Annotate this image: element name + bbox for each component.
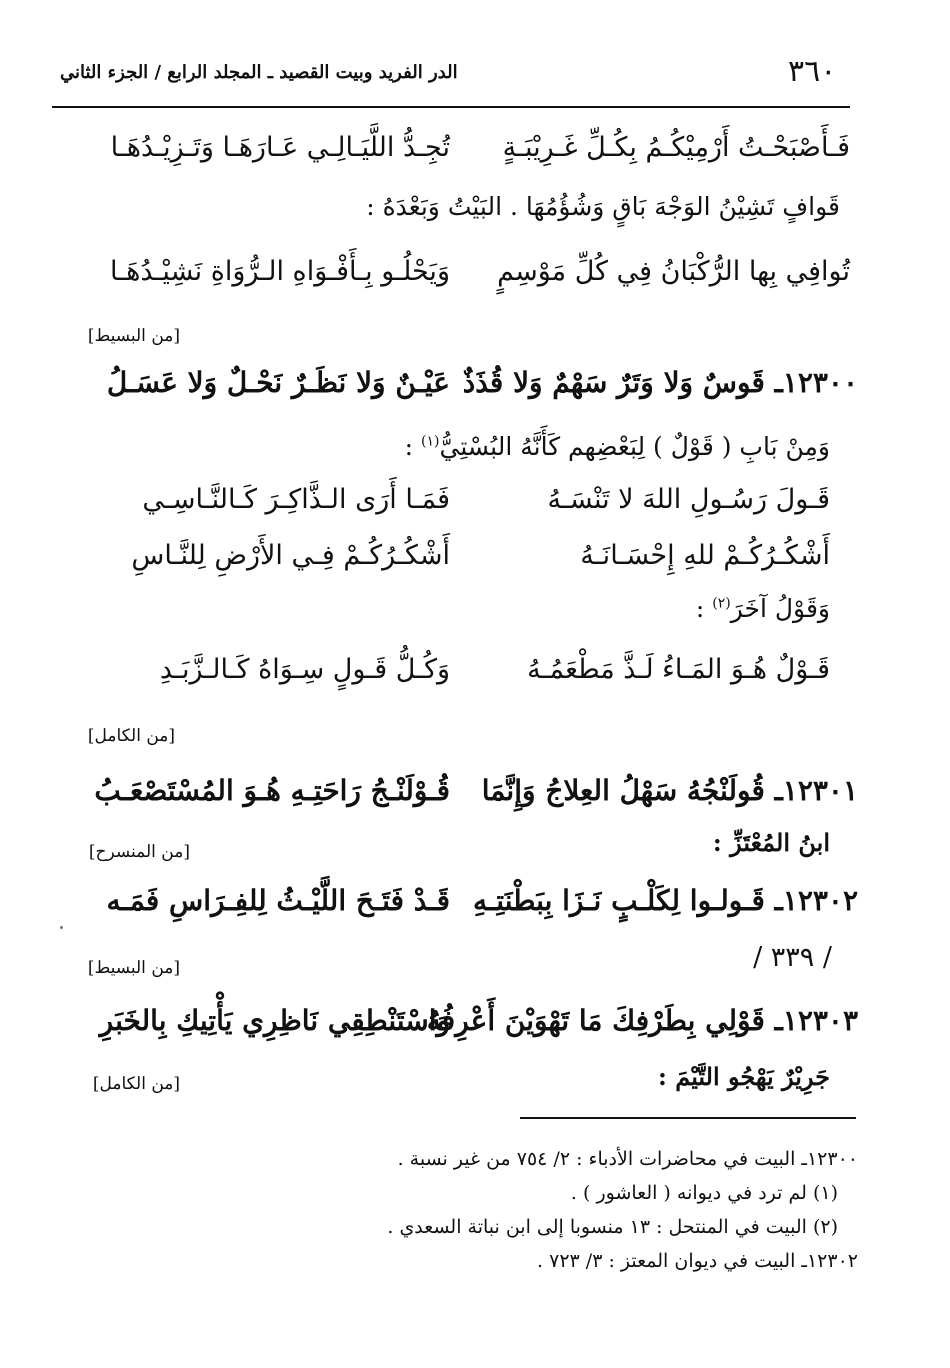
verse-a-ajuz: فَمَـا أَرَى الـذَّاكِـرَ كَـالنَّـاسِـي [142,484,450,515]
meter-label: [من البسيط] [87,958,180,978]
verse-l1-ajuz: تُجِـدُّ اللَّيَـالِـي عَـارَهَـا وَتَـزِيْـدُهَـا [110,132,450,163]
footnote: (١) لم ترد في ديوانه ( العاشور ) . [570,1182,838,1204]
verse-12301-sadr: ١٢٣٠١ـ قُولَنْجُهُ سَهْلُ العِلاجُ وَإِنَّمَا [481,774,858,807]
verse-l3-sadr: تُوافِي بِها الرُّكْبَانُ فِي كُلِّ مَوْسِمٍ [497,256,850,287]
poet-name: جَرِيْرٌ يَهْجُو التَّيْمَ : [658,1062,830,1091]
verse-c-ajuz: وَكُـلُّ قَـولٍ سِـوَاهُ كَـالـزَّبَـدِ [159,654,450,685]
verse-l1-sadr: فَـأَصْبَحْـتُ أَرْمِيْكُـمُ بِكُـلِّ غَـرِيْبَـةٍ [502,132,850,163]
verse-12300-ajuz: عَيْـنٌ وَلا نَظَـرٌ نَحْـلٌ وَلا عَسَـلُ [106,366,450,399]
poet-name: ابنُ المُعْتَزِّ : [712,828,830,857]
page-number: ٣٦٠ [788,54,837,89]
verse-12302-sadr: ١٢٣٠٢ـ قَـولـوا لِكَلْـبٍ نَـزَا بِبَطْنَتِـهِ [473,884,858,917]
scan-speck [60,926,63,929]
meter-label: [من البسيط] [87,326,180,346]
intro-line-2 [696,594,830,623]
meter-label: [من الكامل] [92,1074,180,1094]
footnote: ١٢٣٠٠ـ البيت في محاضرات الأدباء : ٢/ ٧٥٤ من غير نسبة . [397,1148,858,1170]
verse-12303-sadr: ١٢٣٠٣ـ قَوْلِي بِطَرْفِكَ مَا تَهْوَيْنَ أَعْرِفُهُ [426,1004,858,1037]
footnote-marker: (١) [421,433,440,450]
intro-text: وَمِنْ بَابِ ( قَوْلٌ ) لِبَعْضِهم كَأَنَّهُ البُسْتِيُّ [439,432,830,461]
intro-colon: : [695,594,713,623]
footnote-divider [520,1117,856,1119]
header-divider [52,106,850,108]
meter-label: [من الكامل] [87,726,175,746]
meter-label: [من المنسرح] [88,842,190,862]
verse-c-sadr: قَـوْلٌ هُـوَ المَـاءُ لَـذَّ مَطْعَمُـهُ [527,654,830,685]
verse-12302-ajuz: قَـدْ فَتَـحَ اللَّيْـثُ لِلفِـرَاسِ فَمَـه [106,884,450,917]
intro-colon: : [404,432,422,461]
intro-line-1 [405,432,830,461]
intro-text: وَقَوْلُ آخَرَ [730,594,830,623]
verse-b-sadr: أَشْكُـرُكُـمْ للهِ إِحْسَـانَـهُ [580,540,830,571]
verse-b-ajuz: أَشْكُـرُكُـمْ فِـي الأَرْضِ لِلنَّـاسِ [131,540,450,571]
footnote: ١٢٣٠٢ـ البيت في ديوان المعتز : ٣/ ٧٢٣ . [537,1250,858,1272]
running-title: الدر الفريد وبيت القصيد ـ المجلد الرابع / الجزء الثاني [60,62,458,83]
verse-12303-ajuz: وَاسْتَنْطِقِي نَاظِرِي يَأْتِيكِ بِالخَبَرِ [99,1004,450,1037]
verse-12300-sadr: ١٢٣٠٠ـ قَوسٌ وَلا وَتَرٌ سَهْمٌ وَلا قُذَذٌ [462,366,858,399]
footnote: (٢) البيت في المنتحل : ١٣ منسوبا إلى ابن نباتة السعدي . [387,1216,838,1238]
verse-a-sadr: قَـولَ رَسُـولِ اللهَ لا تَنْسَـهُ [547,484,830,515]
page-reference: / ٣٣٩ / [753,942,832,973]
verse-12301-ajuz: قُـوْلَنْـجُ رَاحَتِـهِ هُـوَ المُسْتَصْعَـبُ [94,774,450,807]
footnote-marker: (٢) [712,595,731,612]
verse-l3-ajuz: وَيَحْلُـو بِـأَفْـوَاهِ الـرُّوَاةِ نَشِيْـدُهَـا [109,256,450,287]
prose-line-2: قَوافٍ تَشِيْنُ الوَجْهَ بَاقٍ وَشُؤُمُهَا . البَيْتُ وَبَعْدَهُ : [366,192,840,221]
